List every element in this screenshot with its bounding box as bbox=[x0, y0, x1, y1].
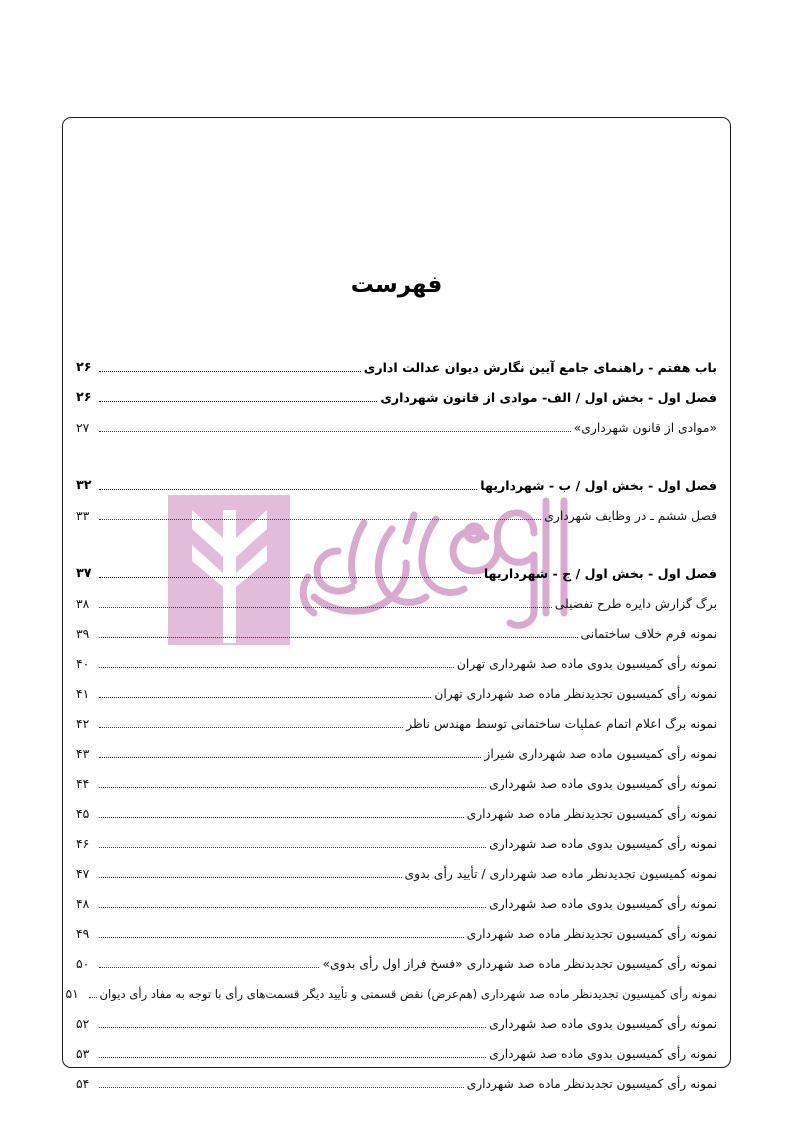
toc-entry[interactable] bbox=[76, 556, 717, 585]
toc-entry[interactable] bbox=[76, 886, 717, 915]
toc-entry-page-number: ۲۷ bbox=[76, 420, 90, 435]
toc-entry[interactable] bbox=[76, 616, 717, 645]
toc-leader-dots bbox=[99, 936, 464, 938]
toc-entry-page-number: ۲۶ bbox=[76, 390, 92, 405]
toc-entry-label: نمونه رأی کمیسیون ماده صد شهرداری شیراز bbox=[484, 746, 717, 761]
toc-entry-label: فصل اول - بخش اول / ب - شهرداریها bbox=[480, 477, 717, 493]
toc-entry-page-number: ۳۹ bbox=[76, 626, 90, 641]
toc-entry-page-number: ۴۹ bbox=[76, 926, 90, 941]
toc-list bbox=[65, 350, 717, 1095]
toc-entry-page-number: ۴۳ bbox=[76, 746, 90, 761]
toc-entry[interactable] bbox=[76, 946, 717, 975]
toc-entry-label: نمونه رأی کمیسیون بدوی ماده صد شهرداری bbox=[489, 836, 717, 851]
page-content bbox=[62, 117, 731, 1091]
toc-entry-label: نمونه رأی کمیسیون تجدیدنظر ماده صد شهرداری bbox=[466, 1076, 717, 1091]
toc-leader-dots bbox=[99, 846, 486, 848]
toc-leader-dots bbox=[99, 576, 481, 578]
toc-entry-label: نمونه رأی کمیسیون بدوی ماده صد شهرداری تهران bbox=[456, 656, 717, 671]
toc-entry-label: نمونه رأی کمیسیون تجدیدنظر ماده صد شهرداری تهران bbox=[434, 686, 717, 701]
toc-entry[interactable] bbox=[76, 856, 717, 885]
page-title: فهرست bbox=[350, 272, 443, 298]
toc-entry-page-number: ۳۸ bbox=[76, 596, 90, 611]
toc-entry-page-number: ۴۴ bbox=[76, 776, 90, 791]
toc-leader-dots bbox=[99, 966, 319, 968]
toc-entry-label: فصل ششم ـ در وظایف شهرداری bbox=[544, 508, 717, 523]
toc-entry-page-number: ۴۵ bbox=[76, 806, 90, 821]
toc-entry-label: نمونه رأی کمیسیون بدوی ماده صد شهرداری bbox=[489, 896, 717, 911]
toc-entry-label: نمونه کمیسیون تجدیدنظر ماده صد شهرداری / تأیید رأی بدوی bbox=[404, 866, 717, 881]
toc-entry[interactable] bbox=[76, 380, 717, 409]
toc-entry[interactable] bbox=[76, 1066, 717, 1095]
toc-leader-dots bbox=[89, 996, 97, 998]
toc-entry[interactable] bbox=[76, 498, 717, 527]
toc-entry-page-number: ۵۱ bbox=[65, 986, 79, 1001]
toc-entry[interactable] bbox=[76, 916, 717, 945]
toc-leader-dots bbox=[99, 726, 403, 728]
toc-entry-page-number: ۴۰ bbox=[76, 656, 90, 671]
toc-entry-page-number: ۴۸ bbox=[76, 896, 90, 911]
toc-entry-label: نمونه رأی کمیسیون تجدیدنظر ماده صد شهرداری bbox=[466, 926, 717, 941]
toc-leader-dots bbox=[99, 1026, 486, 1028]
toc-entry[interactable] bbox=[76, 350, 717, 379]
toc-entry-page-number: ۵۳ bbox=[76, 1046, 90, 1061]
toc-entry-label: نمونه رأی کمیسیون تجدیدنظر ماده صد شهرداری «فسخ فراز اول رأی بدوی» bbox=[322, 956, 717, 971]
toc-entry-label: «موادی از قانون شهرداری» bbox=[573, 420, 717, 435]
toc-entry-page-number: ۴۶ bbox=[76, 836, 90, 851]
toc-entry-page-number: ۳۳ bbox=[76, 508, 90, 523]
toc-entry-label: نمونه برگ اعلام اتمام عملیات ساختمانی توسط مهندس ناظر bbox=[406, 716, 717, 731]
toc-leader-dots bbox=[99, 876, 402, 878]
toc-entry[interactable] bbox=[76, 676, 717, 705]
toc-leader-dots bbox=[99, 400, 377, 402]
toc-entry-label: فصل اول - بخش اول / الف- موادی از قانون شهرداری bbox=[380, 389, 717, 405]
toc-entry[interactable] bbox=[76, 646, 717, 675]
toc-entry-label: فصل اول - بخش اول / ج - شهرداریها bbox=[483, 565, 717, 581]
toc-leader-dots bbox=[99, 636, 578, 638]
toc-entry-page-number: ۴۲ bbox=[76, 716, 90, 731]
toc-leader-dots bbox=[99, 696, 431, 698]
toc-entry-page-number: ۵۲ bbox=[76, 1016, 90, 1031]
toc-leader-dots bbox=[99, 1056, 486, 1058]
toc-leader-dots bbox=[99, 488, 477, 490]
toc-entry[interactable] bbox=[76, 586, 717, 615]
toc-leader-dots bbox=[99, 606, 552, 608]
toc-entry-label: نمونه رأی کمیسیون بدوی ماده صد شهرداری bbox=[489, 776, 717, 791]
toc-entry-page-number: ۴۱ bbox=[76, 686, 90, 701]
toc-entry-page-number: ۵۰ bbox=[76, 956, 90, 971]
toc-entry[interactable] bbox=[76, 468, 717, 497]
toc-entry-label: نمونه فرم خلاف ساختمانی bbox=[580, 626, 717, 641]
toc-entry[interactable] bbox=[76, 706, 717, 735]
toc-leader-dots bbox=[99, 816, 464, 818]
toc-entry-page-number: ۵۴ bbox=[76, 1076, 90, 1091]
toc-entry[interactable] bbox=[76, 826, 717, 855]
toc-entry-page-number: ۳۲ bbox=[76, 478, 92, 493]
toc-entry-page-number: ۲۶ bbox=[76, 360, 92, 375]
toc-entry-label: نمونه رأی کمیسیون تجدیدنظر ماده صد شهرداری bbox=[466, 806, 717, 821]
toc-leader-dots bbox=[99, 756, 481, 758]
toc-entry[interactable] bbox=[76, 766, 717, 795]
toc-entry-page-number: ۴۷ bbox=[76, 866, 90, 881]
toc-entry-label: نمونه رأی کمیسیون بدوی ماده صد شهرداری bbox=[489, 1016, 717, 1031]
toc-entry[interactable] bbox=[65, 976, 717, 1005]
toc-leader-dots bbox=[99, 518, 541, 520]
toc-entry-label: باب هفتم - راهنمای جامع آیین نگارش دیوان عدالت اداری bbox=[363, 359, 717, 375]
toc-leader-dots bbox=[99, 666, 454, 668]
toc-entry-label: برگ گزارش دایره طرح تفضیلی bbox=[554, 596, 717, 611]
toc-leader-dots bbox=[99, 786, 486, 788]
toc-entry-page-number: ۳۷ bbox=[76, 566, 92, 581]
toc-leader-dots bbox=[99, 1086, 464, 1088]
toc-leader-dots bbox=[99, 906, 486, 908]
toc-entry[interactable] bbox=[76, 1006, 717, 1035]
toc-entry-label: نمونه رأی کمیسیون بدوی ماده صد شهرداری bbox=[489, 1046, 717, 1061]
toc-leader-dots bbox=[99, 430, 571, 432]
toc-entry[interactable] bbox=[76, 796, 717, 825]
toc-leader-dots bbox=[99, 370, 361, 372]
toc-entry[interactable] bbox=[76, 410, 717, 439]
toc-entry[interactable] bbox=[76, 1036, 717, 1065]
toc-entry[interactable] bbox=[76, 736, 717, 765]
toc-entry-label: نمونه رأی کمیسیون تجدیدنظر ماده صد شهرداری (هم‌عرض) نقض قسمتی و تأیید دیگر قسمت‌های رأی با توجه به مفاد رأی دیوان bbox=[99, 986, 717, 1001]
